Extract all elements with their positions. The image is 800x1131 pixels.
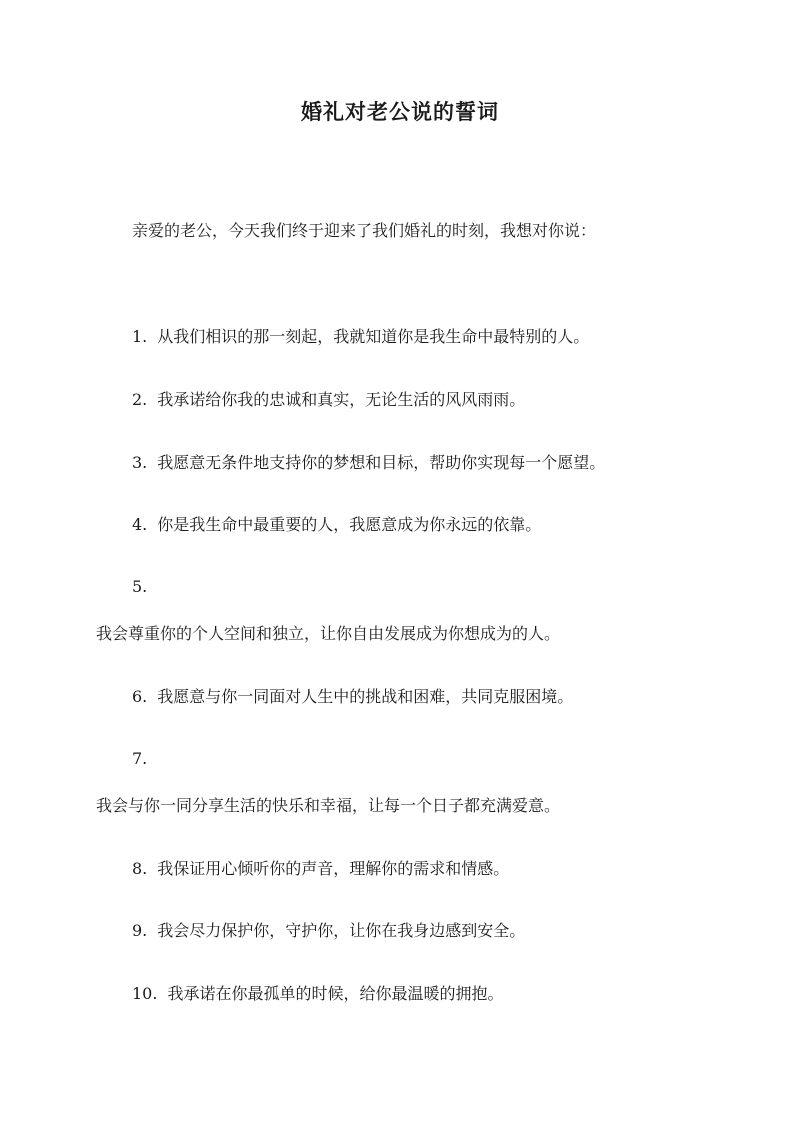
intro-paragraph: 亲爱的老公，今天我们终于迎来了我们婚礼的时刻，我想对你说： xyxy=(132,221,597,240)
vow-number: 9. xyxy=(132,921,148,940)
vow-number: 1. xyxy=(132,327,148,346)
vow-number-7: 7. xyxy=(132,749,148,768)
vow-item-8 xyxy=(132,858,509,880)
vow-item-6 xyxy=(132,686,573,708)
page-title: 婚礼对老公说的誓词 xyxy=(301,99,499,124)
vow-number: 3. xyxy=(132,453,148,472)
vow-item-10 xyxy=(132,983,503,1005)
vow-text: 我愿意与你一同面对人生中的挑战和困难，共同克服困境。 xyxy=(157,687,574,706)
vow-text: 我承诺在你最孤单的时候，给你最温暖的拥抱。 xyxy=(167,984,504,1003)
vow-number: 8. xyxy=(132,859,148,878)
vow-item-3 xyxy=(132,452,605,474)
vow-number-5: 5. xyxy=(132,577,148,596)
vow-text: 从我们相识的那一刻起，我就知道你是我生命中最特别的人。 xyxy=(157,327,590,346)
vow-text-5: 我会尊重你的个人空间和独立，让你自由发展成为你想成为的人。 xyxy=(96,624,561,643)
vow-item-4 xyxy=(132,514,541,536)
vow-text: 我会尽力保护你，守护你，让你在我身边感到安全。 xyxy=(157,921,526,940)
vow-number: 6. xyxy=(132,687,148,706)
vow-text: 我保证用心倾听你的声音，理解你的需求和情感。 xyxy=(157,859,510,878)
vow-number: 10. xyxy=(132,984,158,1003)
vow-text: 我承诺给你我的忠诚和真实，无论生活的风风雨雨。 xyxy=(157,390,526,409)
vow-text: 你是我生命中最重要的人，我愿意成为你永远的依靠。 xyxy=(157,515,542,534)
vow-text: 我愿意无条件地支持你的梦想和目标，帮助你实现每一个愿望。 xyxy=(157,453,606,472)
vow-number: 2. xyxy=(132,390,148,409)
vow-item-2 xyxy=(132,389,525,411)
vow-item-9 xyxy=(132,920,525,942)
vow-item-1 xyxy=(132,326,589,348)
vow-text-7: 我会与你一同分享生活的快乐和幸福，让每一个日子都充满爱意。 xyxy=(96,796,561,815)
vow-number: 4. xyxy=(132,515,148,534)
